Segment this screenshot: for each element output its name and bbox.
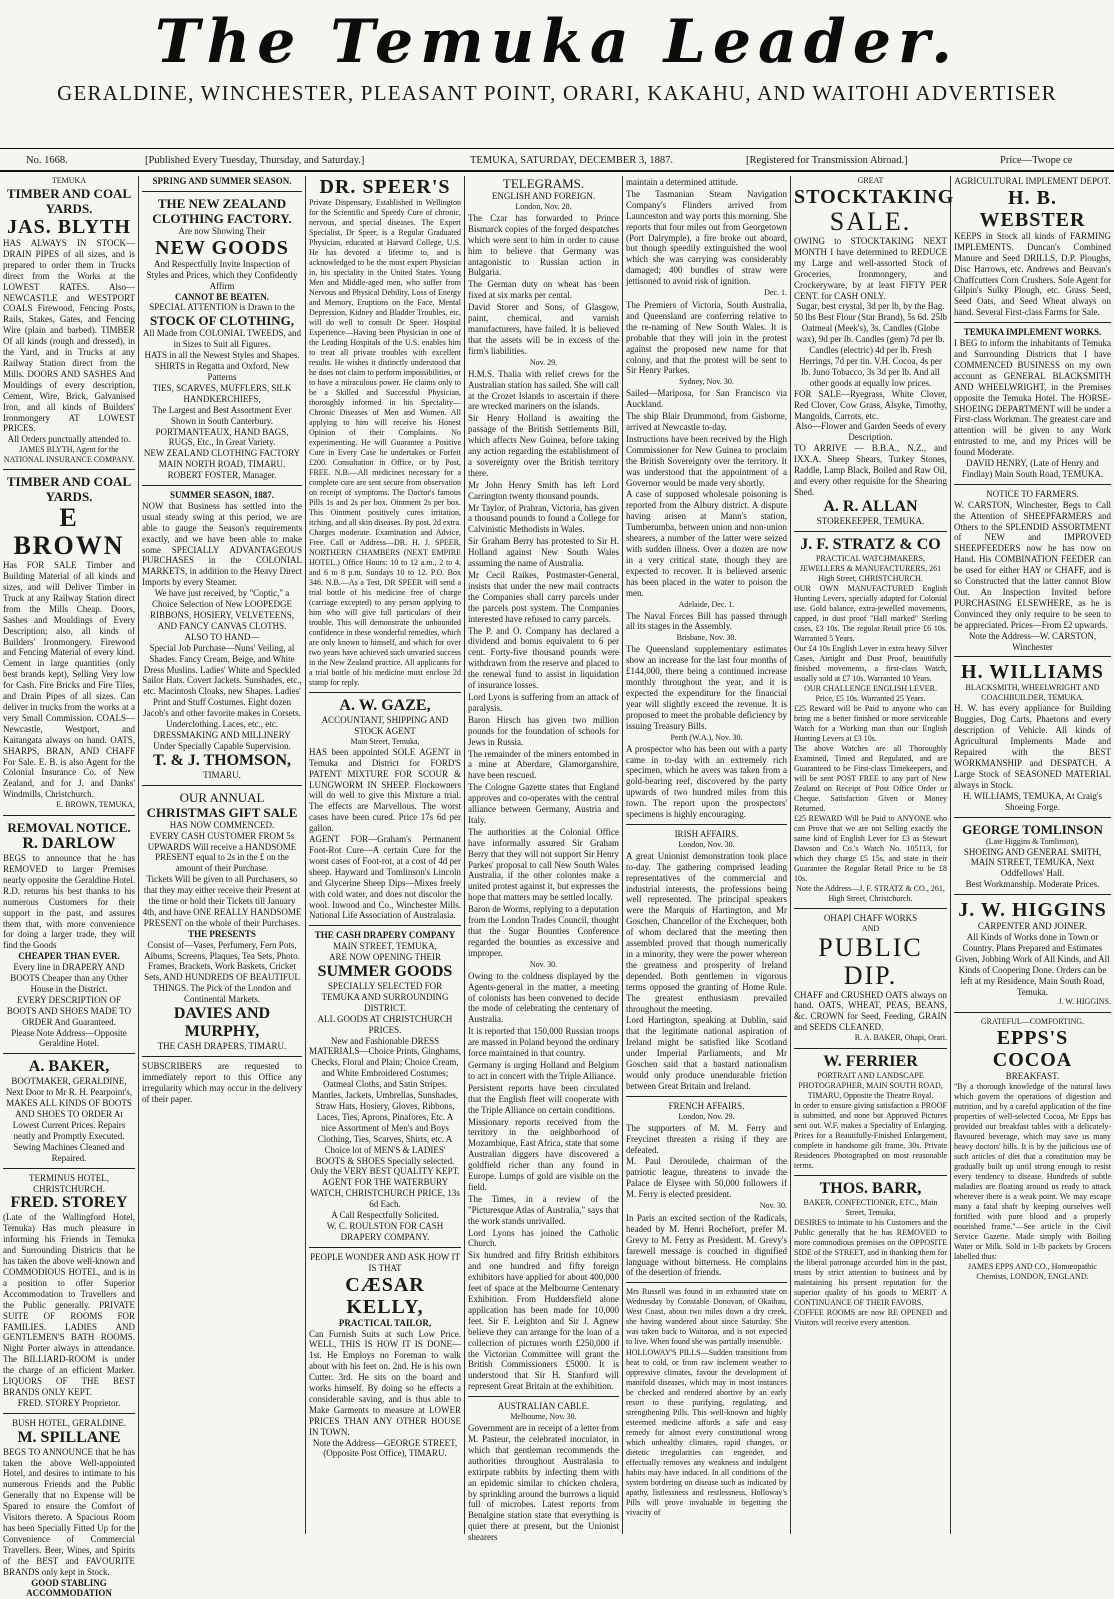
gaze-address: Main Street, Temuka, <box>350 736 420 746</box>
news-item: Baron Hirsch has given two million pounds for the foundation of schools for Jews in Russia. <box>468 714 619 747</box>
blyth-orders: All Orders punctually attended to. <box>7 434 131 445</box>
spillane-body: BEGS TO ANNOUNCE that he has taken the above Well-appointed Hotel, and desires to intimate to his numerous Friends and the Public Generally that no Expense will be Spared to ensure the Comfort of Visitors thereto. A Spacious Room has been Specially Fitted Up for the Convenience of Commercial Travellers. Beer, Wines, and Spirits of the BEST and FAVOURITE BRANDS only kept in Stock. <box>3 1446 135 1577</box>
blyth-town: TEMUKA <box>51 176 87 185</box>
news-item: Mr John Henry Smith has left Lord Carrington twenty thousand pounds. <box>468 479 619 501</box>
stocktaking-prices: Sugar, best crystal, 3d per lb, by the Bag. 50 lbs Best Flour (Star Brand), 5s 6d. 25lb Oatmeal (Meek's), 3s. Candles (Globe wax), 9d per lb. Candles (gem) 7d per lb. Candles (electric) 4d per lb. Fresh Herrings, 7d per tin. V.H. Cocoa, 4s per lb. Juno Tobacco, 3s 3d per lb. And all other goods at equally low prices. <box>794 301 947 388</box>
news-item: The Czar has forwarded to Prince Bismarck copies of the forged despatches which were sent to him in order to cause him to believe that Germany was antagonistic to Russian action in Bulgaria. <box>468 212 619 278</box>
darlow-boots: EVERY DESCRIPTION OF BOOTS AND SHOES MADE TO ORDER And Guaranteed. <box>6 994 132 1027</box>
nz-beaten: CANNOT BE BEATEN. <box>175 291 269 302</box>
blyth-heading: TIMBER AND COAL YARDS. <box>6 186 132 216</box>
masthead <box>0 0 1114 105</box>
telegrams-heading: TELEGRAMS. <box>502 176 585 191</box>
williams-name: H. WILLIAMS <box>961 661 1104 684</box>
great-label: GREAT <box>857 176 884 185</box>
french-heading: FRENCH AFFAIRS. <box>668 1100 745 1111</box>
news-item: The authorities at the Colonial Office have informally assured Sir Graham Berry that they will not support Sir Henry Parkes' proposal to call New South Wales Australia, if the other colonies make a united protest against it, but expresses the hope that matters may be settled locally. <box>468 826 619 903</box>
dip-body: CHAFF and CRUSHED OATS always on hand. OATS, WHEAT, PEAS, BEANS, &c. CROWN for Seed, Feeding, GRAIN and SEEDS CLEANED. <box>794 989 947 1033</box>
reward-1: £25 Reward will be Paid to anyone who can bring me a better finished or more serviceable Watch for a Working man than our English Hunting Levers at £3 10s. <box>794 703 947 743</box>
ohapi-and: AND <box>861 923 880 933</box>
kelly-address: Note the Address—GEORGE STREET, (Opposite Post Office), TIMARU. <box>312 1437 458 1459</box>
kelly-body: Can Furnish Suits at such Low Price. WELL, THIS IS HOW IT IS DONE—1st. He Employs no Foreman to walk about with his feet on. 2nd. He is his own Cutter. 3rd. He sits on the board and works himself. By doing so he effects a considerable saving, and is thus able to Make Garments to measure at LOWER PRICES THAN ANY OTHER HOUSE IN TOWN. <box>309 1328 461 1437</box>
news-item: The Cologne Gazette states that England approves and co-operates with the central alliance between Germany, Austria and Italy. <box>468 782 619 825</box>
darlow-body: BEGS to announce that he has REMOVED to larger Premises nearly opposite the Geraldine Hotel. R.D. returns his best thanks to his numerous Customers for their support in the past, and assures them that, with more convenience for doing a larger trade, they will find the Goods <box>3 853 135 951</box>
baker-name: A. BAKER, <box>28 1058 110 1076</box>
implement-works-heading: TEMUKA IMPLEMENT WORKS. <box>963 327 1102 338</box>
news-item: Six hundred and fifty British exhibitors and one hundred and fifty foreign exhibitors have applied for about 400,000 feet of space at the Melbourne Centenary Exhibition. From Huddersfield alone application has been made for 10,000 feet. Sir F. Leighton and Sir J. Agnew believe they can arrange for the loan of a collection of pictures worth £250,000 if the Victorian Committee will grant the British Commissioners £5000. It is understood that Sir H. Stanford will represent Great Britain at the exhibition. <box>468 1250 619 1392</box>
blyth-body: HAS ALWAYS IN STOCK—DRAIN PIPES of all sizes, and is prepared to order them in Trucks direct from the Works at the LOWEST RATES. Also—NEWCASTLE and WESTPORT COALS Firewood, Fencing Posts, Rails, Stakes, Gates, and Fencing Wire (plain and barbed). TIMBER Of all kinds (rough and dressed), in the Yard, and in Trucks at any Railway Station direct from the Mills. DOORS AND SASHES And Mouldings of every description, Cement, Wire, Brick, Galvanised Iron, and all kinds of Builders' Ironmongery AT LOWEST PRICES. <box>3 238 135 434</box>
baker-body: BOOTMAKER, GERALDINE, Next Door to Mr R. H. Pearpoint's, MAKES ALL KINDS OF BOOTS AND SHOES TO ORDER At Lowest Current Prices. Repairs neatly and Promptly Executed. Sewing Machines Cleaned and Repaired. <box>5 1076 133 1163</box>
nz-hats: HATS in all the Newest Styles and Shapes. <box>144 350 300 361</box>
issue-date: TEMUKA, SATURDAY, DECEMBER 3, 1887. <box>470 155 674 166</box>
higgins-body: All Kinds of Works done in Town or Country. Plans Prepared and Estimates Given, Jobbing Work of All Kinds, and All Kinds of Coopering Done. Orders can be left at my Residence, Main South Road, Temuka. <box>955 932 1110 997</box>
cash-body: New and Fashionable DRESS MATERIALS—Choice Prints, Ginghams, Checks, Floral and Plain; Choice Cream, and White Embroidered Costumes; Oatmeal Cloths, and Satin Stripes. Mantles, Jackets, Umbrellas, Sunshades, Straw Hats, Hosiery, Gloves, Ribbons, Laces, Ties, Aprons, Pinafores, Etc. A nice Assortment of Men's and Boys Clothing, Ties, Scarves, Shirts, etc. A Choice lot of MEN'S & LADIES' BOOTS & SHOES Specially selected. Only the VERY BEST QUALITY KEPT. <box>309 1035 461 1177</box>
higgins-signature: J. W. HIGGINS. <box>1058 997 1111 1007</box>
nz-special: SPECIAL ATTENTION is Drawn to the <box>149 302 295 313</box>
column-2 <box>139 176 305 1536</box>
news-item: Sailed—Mariposa, for San Francisco via Auckland. <box>626 388 787 410</box>
news-item: The supporters of M. M. Ferry and Freycinet threaten a rising if they are defeated. <box>626 1122 787 1155</box>
newspaper-subtitle: GERALDINE, WINCHESTER, PLEASANT POINT, ORARI, KAKAHU, AND WAITOHI ADVERTISER <box>57 81 1057 105</box>
dateline-7: Adelaide, Dec. 1. <box>678 599 735 609</box>
dateline <box>0 148 1114 172</box>
news-item: Persistent reports have been circulated that the English fleet will cooperate with the Triple Alliance on certain conditions. <box>468 1082 619 1115</box>
annual-heading: OUR ANNUAL <box>179 789 265 805</box>
watches-guarantee: The above Watches are all Thoroughly Examined, Timed and Regulated, and are Guaranteed to be First-class Timekeepers, and will be sent POST FREE to any part of New Zealand on Receipt of Post Office Order or Cheque. Satisfaction Given or Money Returned. <box>794 743 947 813</box>
cash-call: A Call Respectfully Solicited. <box>331 1210 439 1221</box>
irish-heading: IRISH AFFAIRS. <box>674 828 739 839</box>
dateline-6: Sydney, Nov. 30. <box>679 377 734 387</box>
epps-body: "By a thorough knowledge of the natural laws which govern the operations of digestion and nutrition, and by a careful application of the fine properties of well-selected Cocoa, Mr Epps has provided our breakfast tables with a delicately-flavoured beverage, which may save us many heavy doctors' bills. It is by the judicious use of such articles of diet that a constitution may be gradually built up until strong enough to resist every tendency to disease. Hundreds of subtle maladies are floating around us ready to attack wherever there is a weak point. We may escape many a fatal shaft by keeping ourselves well fortified with pure blood and a properly nourished frame."—See article in the Civil Service Gazette. Made simply with Boiling Water or Milk. Sold in 1-lb packets by Grocers labelled thus: <box>954 1082 1111 1262</box>
sale-heading: SALE. <box>829 207 912 236</box>
gift-body: EVERY CASH CUSTOMER FROM 5s UPWARDS Will receive a HANDSOME PRESENT equal to 2s in the £ on the amount of their Purchase. <box>147 830 297 874</box>
news-item: Instructions have been received by the High Commissioner for New Guinea to proclaim the British Sovereignty over the territory. It was understood that the appointment of a Governor would be made very shortly. <box>626 433 787 488</box>
news-item: M. Paul Deroulede, chairman of the patriotic league, threatens to invade the Palace de Elysee with 50,000 followers if M. Ferry is elected president. <box>626 1156 787 1200</box>
brown-body: Has FOR SALE Timber and Building Material of all kinds and sizes, and will Deliver Timber in Truck at any Railway Station direct from the Mills Cheap. Doors, Sashes and Mouldings of Every Description; also, all kinds of Builders' Ironmongery. Firewood and Fencing Material of every kind. Cement in large quantities (only best brands kept), Selling Very low for Cash. Fire Bricks and Fire Tiles, and Drain Pipes of all sizes. Can deliver in trucks from the works at a very Small Commission. COALS—Newcastle, Westport, and Kaitangata always on hand. OATS, SHARPS, BRAN, AND CHAFF For Sale. E. B. is also Agent for the Colonial Insurance Co. of New Zealand, and for J. and Danks' Windmills, Christchurch. <box>3 560 135 800</box>
darlow-address: Please Note Address—Opposite Geraldine Hotel. <box>11 1027 127 1049</box>
farmers-heading: NOTICE TO FARMERS. <box>986 488 1079 499</box>
ohapi-heading: OHAPI CHAFF WORKS <box>823 912 918 923</box>
price: Price—Twope ce <box>1000 155 1073 166</box>
speer-heading: DR. SPEER'S <box>319 176 451 198</box>
gaze-name: A. W. GAZE, <box>339 697 431 714</box>
dateline-4: Melbourne, Nov. 30. <box>510 1412 577 1422</box>
news-item: Mr Cecil Raikes, Postmaster-General, insists that under the new mail contracts the Companies shall carry parcels under the parcels post system. The Companies interested have refused to carry parcels. <box>468 570 619 624</box>
darlow-name: R. DARLOW <box>22 835 116 853</box>
williams-body: H. W. has every appliance for Building Buggies, Dog Carts, Phaetons and every description of Vehicle. All kinds of Agricultural Implements Made and Repaired with the BEST WORKMANSHIP and DESPATCH. A Large Stock of SEASONED MATERIAL always in Stock. <box>954 703 1111 790</box>
holloway-advert: HOLLOWAY'S PILLS—Sudden transitions from heat to cold, or from raw inclement weather to oppressive climates, favour the development of manifold diseases, which may in most instances be checked and rendered abortive by an early resort to these purifying, regulating, and strengthening Pills. This well-known and highly esteemed medicine affords a safe and easy remedy for almost every constitutional wrong which unhealthy climates, rapid changes, or dietetic irregularities can engender, and effectually removes any weakness and indulgent habits may have induced. In all conditions of the system bordering on disease such as indicated by apathy, listlessness and restlessness, Holloway's Pills will prove invaluable in begetting the vivacity of <box>626 1348 787 1518</box>
presents-body: Consist of—Vases, Perfumery, Fern Pots, Albums, Screens, Plaques, Tea Sets, Photo. Frames, Brackets, Work Baskets, Cricket Sets, AND HUNDREDS OF BEAUTIFUL THINGS. The Pick of the London and Continental Markets. <box>144 939 300 1005</box>
tomlinson-name: GEORGE TOMLINSON <box>962 821 1103 837</box>
presents-heading: THE PRESENTS <box>188 928 256 939</box>
spillane-name: M. SPILLANE <box>17 1428 121 1446</box>
news-item: David Storer and Sons, of Glasgow, paint, chemical, and varnish manufacturers, have failed. It is believed that the assets will be in excess of the firm's liabilities. <box>468 302 619 356</box>
news-item: maintain a determined attitude. <box>626 177 738 187</box>
ferrier-body: In order to ensure giving satisfaction a PROOF is submitted, and none but Approved Pictures sent out. W.F. makes a Speciality of Enlarging. Prices for a Beautifully-Finished Enlargement, complete in handsome gilt frame, 30s. Private Residences Photographed on most reasonable terms. <box>794 1101 947 1171</box>
dateline-1: London, Nov. 28. <box>515 201 572 211</box>
cash-opening: ARE NOW OPENING THEIR <box>329 952 441 963</box>
nz-address: MAIN NORTH ROAD, TIMARU. <box>158 459 286 470</box>
williams-signature: H. WILLIAMS, TEMUKA, At Craig's Shoeing Forge. <box>962 790 1103 812</box>
blyth-name: JAS. BLYTH <box>7 216 131 238</box>
dip-signature: R. A. BAKER, Ohapi, Orari. <box>854 1033 947 1043</box>
nz-portmanteaux: PORTMANTEAUX, HAND BAGS, RUGS, Etc., In Great Variety. <box>155 426 289 448</box>
stratz-body-2: Our £4 10s English Lever in extra heavy Silver Cases, Airtight and Dust Proof, beautifully finished movements, a first-class Watch, usually sold at £7 10s. Warranted 10 Years. <box>794 643 947 683</box>
australian-cable-heading: AUSTRALIAN CABLE. <box>497 1401 590 1412</box>
news-item: Lord Hartington, speaking at Dublin, said that the legitimate national aspiration of Ireland might be satisfied like Scotland under Imperial Parliaments, and Mr Goschen said that a bastard nationalism would only produce unendurable friction between Great Britain and Ireland. <box>626 1015 787 1091</box>
news-item: It is reported that 150,000 Russian troops are massed in Poland beyond the ordinary force maintained in that country. <box>468 1026 619 1059</box>
summer-also: ALSO TO HAND— <box>184 631 260 642</box>
kelly-name: CÆSAR KELLY, <box>345 1273 425 1318</box>
news-item: The remainder of the miners entombed in a mine at Aberdare, Glamorganshire, have been rescued. <box>468 748 619 781</box>
news-item: Missionary reports received from the territory in the neighborhood of Mozambique, East Africa, state that some Australian diggers have discovered a goldfield richer than any found in Europe. Lumps of gold are visible on the field. <box>468 1116 619 1192</box>
gift-tickets: Tickets Will be given to all Purchasers, so that they may either receive their Present at the time or hold their Tickets till January 4th, and have ONE REALLY HANDSOME PRESENT on the whole of their Purchases. <box>142 874 302 928</box>
dateline-8: Brisbane, Nov. 30. <box>676 633 737 643</box>
grateful-label: GRATEFUL—COMFORTING. <box>980 1017 1085 1027</box>
nz-largest: The Largest and Best Assortment Ever Shown in South Canterbury. <box>152 404 292 426</box>
tomlinson-best: Best Workmanship. Moderate Prices. <box>965 879 1100 890</box>
carston-body: W. CARSTON, Winchester, Begs to Call the Attention of SHEEPFARMERS and Others to the SPLENDID ASSORTMENT of NEW and IMPROVED SHEEPFEEDERS now he has now on Hand. His COMBINATION FEEDER can be used for either HAY or CHAFF, and is so Constructed that the latter cannot Blow Out. An Inspection Invited before PURCHASING ELSEWHERE, as he is Convinced they only require to be seen to be appreciated. Prices—From £2 upwards. <box>954 499 1111 630</box>
higgins-sub: CARPENTER AND JOINER. <box>977 921 1088 932</box>
brown-signature: E. BROWN, TEMUKA, <box>56 800 135 810</box>
news-item: A great Unionist demonstration took place to-day. The gathering comprised leading representatives of the commercial and industrial interests, the professions being well represented. The principal speakers were the Marquis of Hartington, and Mr Goschen, Chancellor of the Exchequer, both of whom declared that the meeting then assembled proved that though numerically in a minority, they were the power whereon the greatness and prosperity of Ireland depended. Both gentlemen in vigorous terms opposed the granting of Home Rule. The greatest enthusiasm prevailed throughout the meeting. <box>626 850 787 1014</box>
news-item: H.M.S. Thalia with relief crews for the Australian station has sailed. She will call at the Crozet Islands to ascertain if there are wrecked mariners on the islands. <box>468 368 619 412</box>
agricultural-heading: AGRICULTURAL IMPLEMENT DEPOT. <box>954 176 1111 186</box>
news-item: A case of supposed wholesale poisoning is reported from the Albury district. A dispute having arisen at Mann's station, Tumberumba, between union and non-union shearers, a number of the latter were seized with sudden illness. Over a dozen are now in a very critical state, though they are expected to recover. It is believed arsenic has been placed in the water to poison the men. <box>626 489 787 598</box>
summer-dressmaking: DRESSMAKING AND MILLINERY Under Specially Capable Supervision. <box>153 729 291 751</box>
nz-signature: ROBERT FOSTER, Manager. <box>167 470 277 481</box>
davies-name: DAVIES AND MURPHY, <box>173 1005 271 1041</box>
dateline-9: Perth (W.A.), Nov. 30. <box>670 732 743 742</box>
brown-name: E BROWN <box>13 503 125 561</box>
davies-sub: THE CASH DRAPERS, TIMARU. <box>157 1041 287 1052</box>
cash-address: MAIN STREET, TEMUKA, <box>333 941 437 952</box>
tomlinson-sub: (Late Higgins & Tomlinson), <box>985 836 1080 846</box>
to-arrive: TO ARRIVE — B.B.A., N.Z., and IXX.A. Sheep Shears, Turkey Stones, Raddle, Lamp Black, Boiled and Raw Oil, and every other requisite for the Shearing Shed. <box>794 443 947 497</box>
brown-heading: TIMBER AND COAL YARDS. <box>6 474 132 505</box>
thomson-town: TIMARU. <box>203 769 241 780</box>
column-4 <box>465 176 622 1543</box>
cash-heading: THE CASH DRAPERY COMPANY <box>314 930 456 941</box>
summer-received: We have just received, by "Coptic," a Choice Selection of New LOOPEDGE RIBBONS, HOSIERY, VELVETEENS, AND FANCY CANVAS CLOTHS. <box>149 588 295 631</box>
stratz-body: OUR OWN MANUFACTURED English Hunting Levers, specially adapted for Colonial use. Gold balance, extra-jewelled movements, capped, in dust proof "Hall marked" Sterling cases, £3 10s. The regular Retail price £6 10s. Warranted 5 Years. <box>794 583 947 643</box>
news-item: The German duty on wheat has been fixed at six marks per cental. <box>468 279 619 301</box>
news-item: Owing to the coldness displayed by the Agents-general in the matter, a meeting of colonists has been convened to decide the mode of celebrating the centenary of Australia. <box>468 970 619 1025</box>
telegrams-sub: ENGLISH AND FOREIGN. <box>491 191 596 201</box>
column-6 <box>791 176 955 1536</box>
spillane-footer: GOOD STABLING ACCOMMODATION <box>26 1577 112 1599</box>
news-item: The Premiers of Victoria, South Australia, and Queensland are conferring relative to the re-naming of New South Wales. It is probable that they will join in the protest against the proposed new name for that colony, and that the protest will be sent to Sir Henry Parkes. <box>626 299 787 376</box>
news-item: Mr Taylor, of Prahran, Victoria, has given a thousand pounds to found a College for Calvinistic Methodists in Wales. <box>468 502 619 535</box>
news-item: The Queensland supplementary estimates show an increase for the last four months of £144,000, there being a continued increase monthly throughout the year, and it is expected the expenditure for the financial year will slightly exceed the revenue. It is proposed to meet the probable deficiency by issuing Treasury Bills. <box>626 644 787 731</box>
news-item: Mrs Russell was found in an exhausted state on Wednesday by Constable Donovan, of Okaihau, West Coast, about two miles down a dry creek, she having wandered about since Saturday. She was taken back to Waitaroa, and is not expected to live. When found she was partially insensible. <box>626 1287 787 1347</box>
kelly-sub: PRACTICAL TAILOR, <box>338 1317 432 1328</box>
column-7 <box>951 176 1114 1536</box>
dateline-12: Nov. 30. <box>759 1201 787 1211</box>
season-heading: SPRING AND SUMMER SEASON. <box>152 176 292 186</box>
news-item: A prospector who has been out with a party came in to-day with an extremely rich specimen, which he avers was taken from a gold-bearing reef, discovered by the party upwards of two hundred miles from this town. The report upon the prospectors' specimens is highly encouraging. <box>626 743 787 820</box>
gift-now: HAS NOW COMMENCED. <box>169 819 275 830</box>
news-item: In Paris an excited section of the Radicals, headed by M. Henri Rochefort, prefer M. Grevy to M. Ferry as President. M. Grevy's farewell message is couched in dignified language without bitterness. He complains of the desertion of friends. <box>626 1212 787 1278</box>
gift-heading: CHRISTMAS GIFT SALE <box>146 804 298 820</box>
barr-body: DESIRES to intimate to his Customers and the Public generally that he has REMOVED to more commodious premises on the OPPOSITE SIDE of the STREET, and in thanking them for the liberal patronage accorded him in the past, trusts by strict attention to business and by maintaining his present reputation for the superior quality of his goods to MERIT A CONTINUANCE OF THEIR FAVORS. <box>794 1218 947 1308</box>
cash-prices: ALL GOODS AT CHRISTCHURCH PRICES. <box>317 1013 453 1035</box>
storey-body: (Late of the Wallingford Hotel, Temuka) Has much pleasure in informing his Friends in Temuka and Surrounding Districts that he has taken the above well-known and COMMODIOUS HOTEL, and is in a position to offer Superior Accommodation to Travellers and the Public generally. PRIVATE SUITE OF ROOMS FOR FAMILIES. LADIES AND GENTLEMEN'S BATH ROOMS. Night Porter always in attendance. The BILLIARD-ROOM is under the charge of an efficient Marker. LIQUORS OF THE BEST BRANDS ONLY KEPT. <box>3 1212 135 1397</box>
higgins-name: J. W. HIGGINS <box>958 899 1107 922</box>
kelly-intro: PEOPLE WONDER AND ASK HOW IT IS THAT <box>310 1251 460 1273</box>
stratz-signature: Note the Address—J. F. STRATZ & CO., 261, High Street, Christchurch. <box>796 883 945 903</box>
news-item: The Naval Forces Bill has passed through all its stages in the Assembly. <box>626 610 787 632</box>
nz-heading: THE NEW ZEALAND CLOTHING FACTORY. <box>152 195 292 226</box>
news-item: Lord Lyons is suffering from an attack of paralysis. <box>468 691 619 713</box>
webster-body: KEEPS in Stock all kinds of FARMING IMPLEMENTS. Duncan's Combined Manure and Seed DRILLS, D.P. Ploughs, Disc Harrows, etc. Andrews and Beavan's Chaffcutters Corn Crushers. Sole Agent for Gilpin's Sulky Plough, etc. Grass Seed, Seed Oats, and Seed Wheat always on hand. Several First-class Farms for Sale. <box>954 230 1111 318</box>
summer-list: Special Job Purchase—Nuns' Veiling, al Shades. Fancy Cream, Beige, and White Dress Muslins. Ladies' White and Speckled Sailor Hats. Covert Jackets. Sunshades, etc., etc. Macintosh Cloaks, new Shapes. Ladies' Print and Stuff Costumes. Eight dozen Jacob's and other favorite makes in Corsets. Underclothing. Laces, etc., etc. <box>142 642 302 730</box>
gaze-sub: ACCOUNTANT, SHIPPING AND STOCK AGENT <box>321 715 449 736</box>
nz-factory: NEW ZEALAND CLOTHING FACTORY <box>143 448 301 459</box>
publication-schedule: [Published Every Tuesday, Thursday, and Saturday.] <box>145 155 365 166</box>
news-item: The Tasmanian Steam Navigation Company's Flinders arrived from Launceston and way ports this morning. She reports that four miles out from Georgetown (Port Dalrymple), a fire broke out aboard, but though speedily extinguished the wool which she was carrying was considerably damaged; 400 bundles of straw were jettisoned to avoid risk of ignition. <box>626 188 787 287</box>
news-item: Baron de Worms, replying to a deputation from the London Trades Council, thought that the Sugar Bounties Conference regarded the bounties as excessive and improper. <box>468 904 619 958</box>
nz-goods: NEW GOODS <box>155 236 289 259</box>
cash-goods: SUMMER GOODS <box>317 963 453 981</box>
column-1 <box>0 176 138 1599</box>
blyth-signature: JAMES BLYTH, Agent for the NATIONAL INSURANCE COMPANY. <box>3 445 135 465</box>
storey-signature: FRED. STOREY Proprietor. <box>17 1397 121 1408</box>
thomson-name: T. & J. THOMSON, <box>152 751 292 769</box>
barr-footer: COFFEE ROOMS are now RE OPENED and Visitors will receive every attention. <box>794 1308 947 1328</box>
barr-name: THOS. BARR, <box>819 1180 922 1198</box>
challenge-lever: OUR CHALLENGE ENGLISH LEVER. Price, £5 10s. Warranted 25 Years. <box>804 683 937 703</box>
cash-spec: SPECIALLY SELECTED FOR TEMUKA AND SURROUNDING DISTRICT. <box>321 981 449 1013</box>
column-5 <box>623 176 790 1536</box>
epps-name: EPPS'S COCOA <box>992 1027 1073 1072</box>
terminus-heading: TERMINUS HOTEL, CHRISTCHURCH. <box>29 1172 109 1194</box>
reward-2: £25 REWARD Will be Paid to ANYONE who can Prove that we are not Selling exactly the same kind of English Lever for £3 as Stewart Dawson and Co.'s Watch No. 105113, for which they charge £5 15s, and state in their Guarantee the Regular Retail Price to be £8 10s. <box>794 813 947 883</box>
subscribers-notice: SUBSCRIBERS are requested to immediately report to this Office any irregularity which may occur in the delivery of their paper. <box>142 1061 302 1104</box>
nz-ties: TIES, SCARVES, MUFFLERS, SILK HANDKERCHIEFS, <box>152 382 292 404</box>
works-body: I BEG to inform the inhabitants of Temuka and Surrounding Districts that I have COMMENCED BUSINESS on my own account as GENERAL BLACKSMITH AND WHEELWRIGHT, in the Premises opposite the Temuka Hotel. The HORSE-SHOEING DEPARTMENT will be under a First-class Workman. The greatest care and attention will be given to any Work entrusted to me, and my Prices will be found Moderate. <box>954 338 1111 458</box>
summer-body: NOW that Business has settled into the usual steady swing at this period, we are able to gauge the Season's requirements exactly, and we have been able to make some SPECIALLY ADVANTAGEOUS PURCHASES in the COLONIAL MARKETS, in addition to the Heavy Direct Imports by every Steamer. <box>142 500 302 588</box>
dateline-3: Nov. 30. <box>529 959 558 969</box>
stratz-sub: PRACTICAL WATCHMAKERS, JEWELLERS & MANUFACTURERS, 261 High Street, CHRISTCHURCH. <box>799 553 942 583</box>
dateline-5: Dec. 1. <box>764 288 787 298</box>
nz-made: All Made from COLONIAL TWEEDS, and in Sizes to Suit all Figures. <box>143 328 301 350</box>
works-signature: DAVID HENRY, (Late of Henry and Findlay) Main South Road, TEMUKA. <box>961 458 1104 479</box>
epps-signature: JAMES EPPS AND CO., Homœopathic Chemists, LONDON, ENGLAND. <box>968 1262 1097 1282</box>
public-dip-heading: PUBLIC DIP. <box>818 932 923 990</box>
dateline-10: London, Nov. 30. <box>678 839 735 849</box>
summer-heading: SUMMER SEASON, 1887. <box>169 490 274 501</box>
gaze-body: HAS been appointed SOLE AGENT in Temuka and District for FORD'S PATENT MIXTURE FOR SCOUR & LUNGWORM IN SHEEP. Flockowners will do well to give this Mixture a trial. The effects are Marvellous. The worst cases have been cured. Price 17s 6d per gallon. <box>309 746 461 834</box>
news-item: Germany is urging Holland and Belgium to act in concert with the Triple Alliance. <box>468 1059 619 1081</box>
dateline-2: Nov. 29. <box>529 357 558 367</box>
cash-agent: AGENT FOR THE WATERBURY WATCH, CHRISTCHURCH PRICE, 13s 6d Each. <box>310 1177 460 1210</box>
news-item: The ship Blair Drummond, from Gisborne, arrived at Newcastle to-day. <box>626 411 787 433</box>
removal-heading: REMOVAL NOTICE. <box>7 820 131 836</box>
news-item: Sir Henry Holland is awaiting the passage of the British Settlements Bill, which affects New Guinea, before taking any action regarding the establishment of a sovereignty over the British territory there. <box>468 413 619 478</box>
ferrier-sub: PORTRAIT AND LANDSCAPE PHOTOGRAPHER, MAIN SOUTH ROAD, TIMARU, Opposite the Theatre Royal. <box>798 1071 943 1101</box>
stocktaking-body: OWING to STOCKTAKING NEXT MONTH I have determined to REDUCE my Large and well-assorted Stock of Groceries, Ironmongery, and Crockeryware, by at least FIFTY PER CENT. for CASH ONLY. <box>794 236 947 301</box>
news-item: Lord Lyons has joined the Catholic Church. <box>468 1227 619 1249</box>
bush-heading: BUSH HOTEL, GERALDINE. <box>12 1417 126 1428</box>
issue-number: No. 1668. <box>26 155 68 166</box>
carston-signature: Note the Address—W. CARSTON, Winchester <box>968 630 1097 652</box>
news-item: Sir Graham Berry has protested to Sir H. Holland against New South Wales assuming the name of Australia. <box>468 536 619 569</box>
column-3 <box>306 176 464 1536</box>
dateline-11: London, Nov. 29. <box>678 1111 735 1121</box>
news-item: The Times, in a review of the "Picturesque Atlas of Australia," says that the work stands unrivalled. <box>468 1193 619 1226</box>
webster-name: H. B. WEBSTER <box>979 186 1086 231</box>
storey-name: FRED. STOREY <box>10 1194 128 1212</box>
cash-signature: W. C. ROULSTON FOR CASH DRAPERY COMPANY. <box>326 1220 444 1242</box>
nz-showing: Are now Showing Their <box>178 225 266 236</box>
darlow-cheaper: CHEAPER THAN EVER. <box>18 951 120 962</box>
allan-sub: STOREKEEPER, TEMUKA. <box>816 515 925 526</box>
tomlinson-body: SHOEING AND GENERAL SMITH, MAIN STREET, TEMUKA, Next Oddfellows' Hall. <box>963 846 1102 879</box>
newspaper-title: The Temuka Leader. <box>154 7 960 77</box>
darlow-line: Every line in DRAPERY AND BOOTS Cheaper than any Other House in the District. <box>10 962 128 994</box>
registration-note: [Registered for Transmission Abroad.] <box>746 155 908 166</box>
speer-body: Private Dispensary, Established in Wellington for the Scientific and Speedy Cure of chronic, nervous, and special diseases. The Expert Specialist, Dr Speer, is a Regular Graduated Physician, educated at Harvard College, U.S. He has devoted a lifetime to, and is acknowledged to be the most expert Physician in, his speciality in the United States. Young Men and Middle-aged men, who suffer from Nervous and Physical Debility, Loss of Energy and Memory, Eruptions on the Face, Mental Depression, Kidney and Bladder Troubles, etc, will do well to consult Dr Speer. Hospital Experience—Having been Physician in one of the Leading Hospitals of the U.S. enables him to treat all private troubles with excellent results. He wishes it distinctly understood that he does not claim to perform impossibilities, or to have a miraculous power. He claims only to be a Skilled and Successful Physician, thoroughly informed in his Speciality—Chronic Diseases of Men and Women. All applying to him will receive his Honest Opinion of their Complaints. No experimenting. He will Guarantee a Positive Cure in Every Case he undertakes or Forfeit £200. Consultation in Office, or by Post, FREE. N.B.—All medicines necessary for a complete cure are sent secure from observation on receipt of symptoms. The Doctor's famous Pills 1s and 2s per box. Ointment 2s per box. This Ointment positively cures irritation, itching, and all skin diseases. By post, 2d extra. Charges moderate. Examination and Advice, Free. Call or Address—DR. H. J. SPEER, NORTHERN CHAMBERS (NEXT EMPIRE HOTEL.) Office Hours: 10 to 12 a.m., 2 to 4, and 6 to 8 p.m. Sundays 10 to 12. P.O. Box 346. N.B.—As a Test, DR SPEER will send a trial bottle of his medicine free of charge (carriage excepted) to any person applying to him who will give full particulars of their trouble. This will demonstrate the unbounded confidence in these wonderful remedies, which are only known to himself, and which for over two years have achieved such unvaried success in the New Zealand practice. All applicants for a trial bottle of his medicine must enclose 2d stamp for reply. <box>309 198 461 687</box>
ferrier-name: W. FERRIER <box>823 1053 918 1071</box>
gaze-agent: AGENT FOR—Graham's Permanent Foot-Rot Cure—A certain Cure for the worst cases of Foot-rot, at a cost of 4d per sheep. Hayward and Tomlinson's Lincoln and Glycerine Sheep Dips—Mixes freely with cold water, and does not discolor the wool. Inwood and Co., Winchester Mills. National Life Association of Australasia. <box>309 834 461 921</box>
breakfast-label: BREAKFAST. <box>1005 1071 1060 1082</box>
allan-name: A. R. ALLAN <box>823 497 918 515</box>
seed-sale: FOR SALE—Ryegrass, White Clover, Red Clover, Cow Grass, Alsyke, Timothy, Mangolds, Carrots, etc. <box>794 388 947 421</box>
news-item: Government are in receipt of a letter from M. Pasteur, the celebrated inoculator, in which that gentleman recommends the authorities throughout Australasia to extirpate rabbits by infecting them with an epidemic similar to chicken cholera, by sprinkling around the burrows a liquid full of microbes. Latest reports from Benalgine station state that everything is quiet there at present, but the Unionist shearers <box>468 1423 619 1543</box>
nz-body: And Respectfully Invite Inspection of Styles and Prices, which they Confidently Affirm <box>146 258 298 291</box>
stratz-name: J. F. STRATZ & CO <box>800 535 941 553</box>
news-item: The P. and O. Company has declared a dividend and bonus equivalent to 6 per cent. Forty-five thousand pounds were withdrawn from the reserve and placed to the renewal fund to assist in liquidation of insurance losses. <box>468 625 619 691</box>
barr-sub: BAKER, CONFECTIONER, ETC., Main Street, Temuka, <box>803 1198 938 1218</box>
nz-stock: STOCK OF CLOTHING, <box>149 313 295 329</box>
williams-sub: BLACKSMITH, WHEELWRIGHT AND COACHBUILDER, TEMUKA. <box>965 683 1100 703</box>
seed-also: Also—Flower and Garden Seeds of every Description. <box>795 421 946 443</box>
stocktaking-heading: STOCKTAKING <box>794 186 955 208</box>
nz-shirts: SHIRTS in Regatta and Oxford, New Patterns <box>154 361 290 382</box>
